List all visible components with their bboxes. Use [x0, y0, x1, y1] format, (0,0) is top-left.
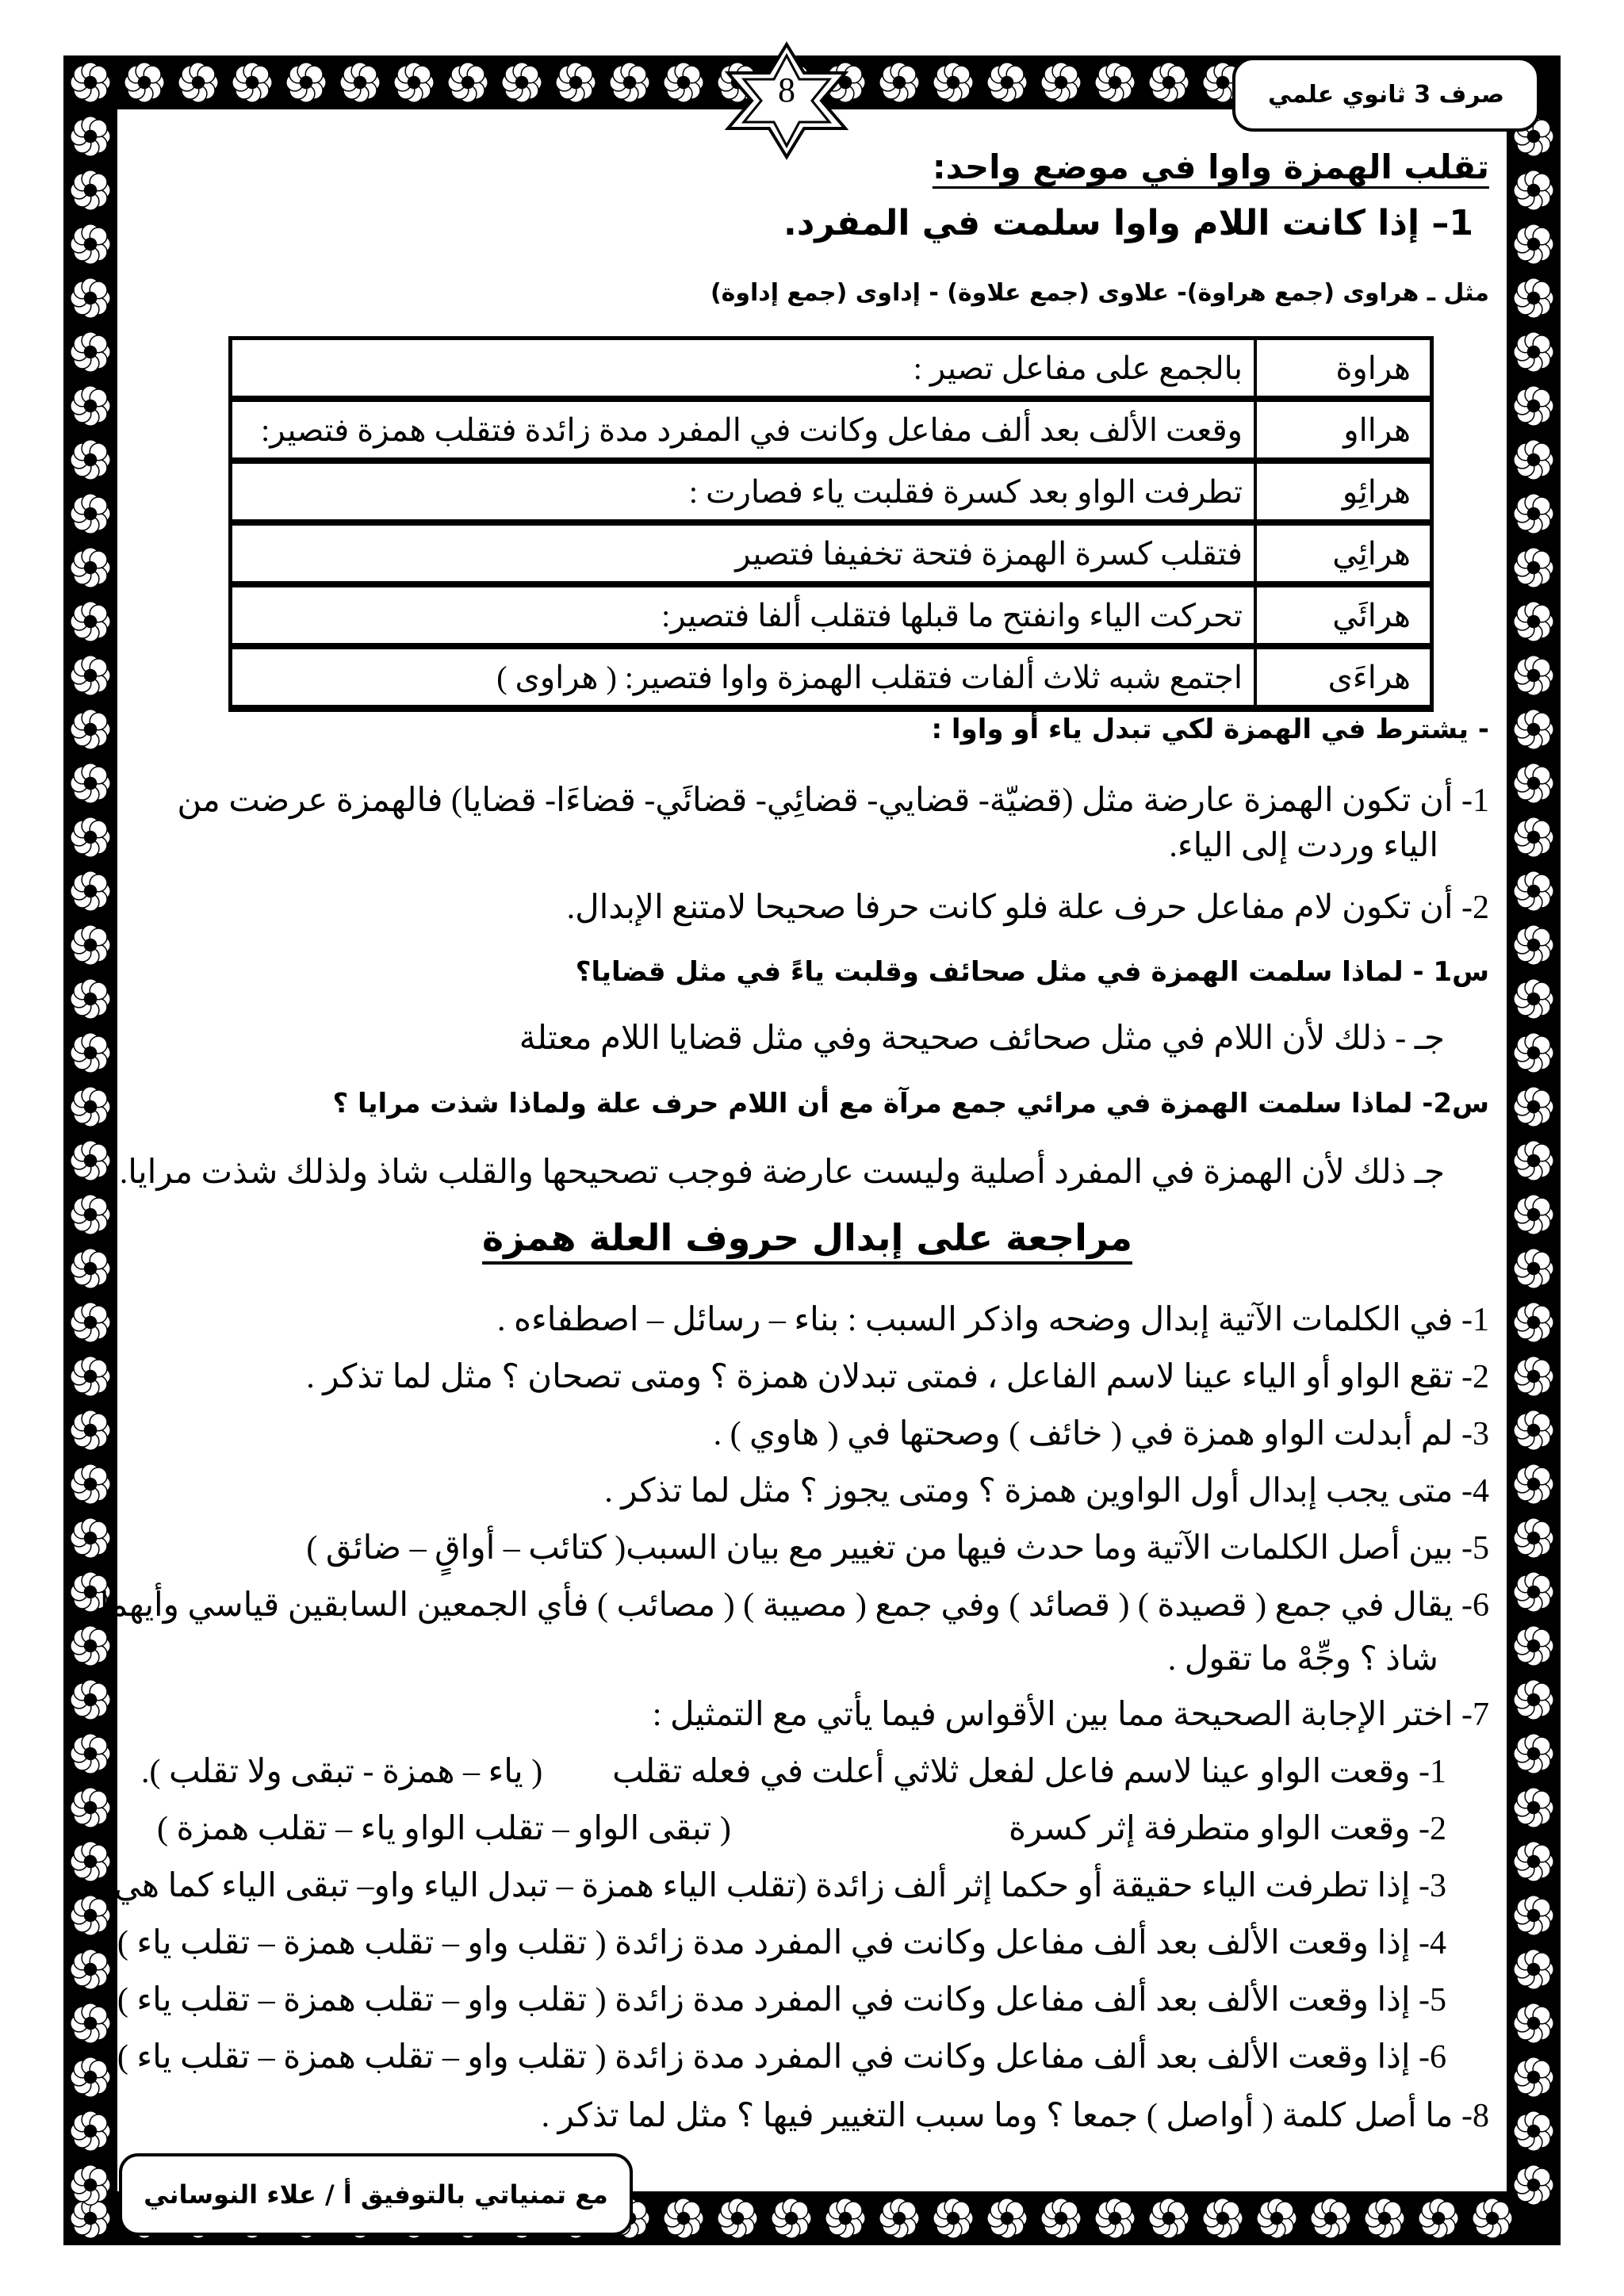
flower-ornament — [71, 440, 110, 480]
table-row — [231, 400, 1431, 462]
answer-1: جـ - ذلك لأن اللام في مثل صحائف صحيحة وفي مثل قضايا اللام معتلة — [519, 1020, 1445, 1057]
flower-ornament — [879, 2198, 919, 2238]
flower-ornament — [1514, 224, 1553, 264]
flower-ornament — [71, 1464, 110, 1504]
rule-1: 1– إذا كانت اللام واوا سلمت في المفرد. — [783, 203, 1473, 243]
flower-ornament — [1514, 1410, 1553, 1450]
condition-2: 2- أن تكون لام مفاعل حرف علة فلو كانت حرفا صحيحا لامتنع الإبدال. — [566, 890, 1489, 926]
flower-ornament — [1514, 2003, 1553, 2043]
question-2: س2- لماذا سلمت الهمزة في مرائي جمع مرآة مع أن اللام حرف علة ولماذا شذت مرايا ؟ — [332, 1088, 1489, 1119]
flower-ornament — [1149, 63, 1189, 102]
flower-ornament — [1419, 2198, 1458, 2238]
flower-ornament — [987, 63, 1027, 102]
flower-ornament — [1514, 386, 1553, 426]
choice-options: ( ياء – همزة - تبقى ولا تقلب ). — [141, 1754, 543, 1790]
flower-ornament — [933, 63, 973, 102]
flower-ornament — [71, 1680, 110, 1720]
review-item: 4- متى يجب إبدال أول الواوين همزة ؟ ومتى يجوز ؟ مثل لما تذكر . — [604, 1473, 1489, 1510]
table-word-cell: هرائِي — [1255, 524, 1431, 586]
review-title: مراجعة على إبدال حروف العلة همزة — [482, 1216, 1132, 1259]
table-desc-cell: بالجمع على مفاعل تصير : — [231, 339, 1255, 400]
flower-ornament — [556, 63, 596, 102]
flower-ornament — [1514, 1842, 1553, 1881]
flower-ornament — [124, 63, 164, 102]
flower-ornament — [1149, 2198, 1189, 2238]
flower-ornament — [71, 979, 110, 1019]
flower-ornament — [1365, 2198, 1404, 2238]
review-item: شاذ ؟ وجِّهْ ما تقول . — [1167, 1641, 1438, 1678]
flower-ornament — [1514, 332, 1553, 372]
flower-ornament — [1514, 710, 1553, 749]
flower-ornament — [71, 763, 110, 803]
table-row — [231, 586, 1431, 648]
flower-ornament — [71, 278, 110, 318]
flower-ornament — [1514, 1572, 1553, 1612]
flower-ornament — [1514, 2111, 1553, 2151]
flower-ornament — [71, 817, 110, 857]
flower-ornament — [71, 1518, 110, 1558]
flower-ornament — [71, 170, 110, 210]
flower-ornament — [71, 332, 110, 372]
flower-ornament — [340, 63, 380, 102]
page-number: 8 — [778, 71, 795, 109]
flower-ornament — [1514, 1464, 1553, 1504]
flower-ornament — [1514, 763, 1553, 803]
flower-ornament — [1257, 2198, 1297, 2238]
table-word-cell: هرائِو — [1255, 462, 1431, 524]
flower-ornament — [1514, 548, 1553, 587]
flower-ornament — [1514, 602, 1553, 641]
flower-ornament — [610, 63, 649, 102]
table-desc-cell: فتقلب كسرة الهمزة فتحة تخفيفا فتصير — [231, 524, 1255, 586]
flower-ornament — [71, 925, 110, 965]
flower-ornament — [71, 494, 110, 534]
flower-ornament — [987, 2198, 1027, 2238]
footer-signature: مع تمنياتي بالتوفيق أ / علاء النوساني — [119, 2153, 633, 2236]
review-item: 6- يقال في جمع ( قصيدة ) ( قصائد ) وفي جمع ( مصيبة ) ( مصائب ) فأي الجمعين السابقين قياسي وأيهما — [99, 1587, 1489, 1624]
flower-ornament — [71, 548, 110, 587]
flower-ornament — [71, 2165, 110, 2205]
flower-ornament — [1514, 979, 1553, 1019]
flower-ornament — [71, 710, 110, 749]
choice-question: 5- إذا وقعت الألف بعد ألف مفاعل وكانت في المفرد مدة زائدة ( تقلب واو – تقلب همزة – تقلب ياء ) — [117, 1982, 1446, 2019]
flower-ornament — [933, 2198, 973, 2238]
flower-ornament — [71, 1033, 110, 1073]
flower-ornament — [71, 602, 110, 641]
flower-ornament — [71, 1357, 110, 1396]
flower-ornament — [71, 871, 110, 911]
flower-ornament — [394, 63, 434, 102]
flower-ornament — [71, 1788, 110, 1827]
intro-title: تقلب الهمزة واوا في موضع واحد: — [932, 147, 1489, 186]
flower-ornament — [71, 1950, 110, 1989]
review-item: 7- اختر الإجابة الصحيحة مما بين الأقواس فيما يأتي مع التمثيل : — [652, 1697, 1489, 1733]
flower-ornament — [1514, 494, 1553, 534]
flower-ornament — [71, 2057, 110, 2097]
flower-ornament — [1514, 1303, 1553, 1342]
flower-ornament — [232, 63, 272, 102]
conditions-title: - يشترط في الهمزة لكي تبدل ياء أو واوا : — [931, 714, 1489, 745]
flower-ornament — [1514, 1734, 1553, 1774]
flower-ornament — [1041, 2198, 1081, 2238]
table-row — [231, 462, 1431, 524]
flower-ornament — [1514, 2165, 1553, 2205]
review-item: 2- تقع الواو أو الياء عينا لاسم الفاعل ، فمتى تبدلان همزة ؟ ومتى تصحان ؟ مثل لما تذكر . — [306, 1359, 1489, 1395]
flower-ornament — [718, 2198, 757, 2238]
flower-ornament — [71, 1734, 110, 1774]
choice-options: ( تبقى الواو – تقلب الواو ياء – تقلب همزة ) — [157, 1811, 731, 1847]
flower-ornament — [178, 63, 218, 102]
flower-ornament — [1514, 440, 1553, 480]
condition-1: 1- أن تكون الهمزة عارضة مثل (قضيّة- قضايي- قضائِي- قضائَي- قضاءَا- قضايا) فالهمزة عرضت من — [177, 783, 1489, 819]
flower-ornament — [286, 63, 326, 102]
table-word-cell: هرائَي — [1255, 586, 1431, 648]
flower-ornament — [71, 2003, 110, 2043]
flower-ornament — [71, 1195, 110, 1234]
flower-ornament — [1514, 871, 1553, 911]
flower-ornament — [71, 1626, 110, 1666]
table-word-cell: هرااو — [1255, 400, 1431, 462]
review-item: 8- ما أصل كلمة ( أواصل ) جمعا ؟ وما سبب التغيير فيها ؟ مثل لما تذكر . — [541, 2098, 1489, 2134]
flower-ornament — [772, 2198, 811, 2238]
flower-ornament — [664, 2198, 703, 2238]
table-row — [231, 648, 1431, 710]
table-desc-cell: تحركت الياء وانفتح ما قبلها فتقلب ألفا فتصير: — [231, 586, 1255, 648]
choice-question: 1- وقعت الواو عينا لاسم فاعل لفعل ثلاثي أعلت في فعله تقلب — [612, 1754, 1446, 1790]
table-row — [231, 524, 1431, 586]
flower-ornament — [71, 386, 110, 426]
flower-ornament — [502, 63, 542, 102]
flower-ornament — [1203, 2198, 1243, 2238]
flower-ornament — [71, 1249, 110, 1288]
flower-ornament — [1514, 1195, 1553, 1234]
choice-question: 3- إذا تطرفت الياء حقيقة أو حكما إثر ألف زائدة (تقلب الياء همزة – تبدل الياء واو– تبقى الياء كما هي) — [102, 1868, 1446, 1904]
table-desc-cell: اجتمع شبه ثلاث ألفات فتقلب الهمزة واوا فتصير: ( هراوى ) — [231, 648, 1255, 710]
flower-ornament — [1514, 1788, 1553, 1827]
flower-ornament — [71, 63, 110, 102]
flower-ornament — [1514, 1141, 1553, 1181]
flower-ornament — [71, 1303, 110, 1342]
question-1: س1 - لماذا سلمت الهمزة في مثل صحائف وقلبت ياءً في مثل قضايا؟ — [575, 956, 1489, 988]
table-row — [231, 339, 1431, 400]
table-desc-cell: وقعت الألف بعد ألف مفاعل وكانت في المفرد مدة زائدة فتقلب همزة فتصير: — [231, 400, 1255, 462]
flower-ornament — [1473, 2198, 1512, 2238]
table-desc-cell: تطرفت الواو بعد كسرة فقلبت ياء فصارت : — [231, 462, 1255, 524]
choice-question: 2- وقعت الواو متطرفة إثر كسرة — [1008, 1811, 1446, 1847]
flower-ornament — [71, 2111, 110, 2151]
flower-ornament — [1514, 1680, 1553, 1720]
flower-ornament — [1514, 656, 1553, 695]
flower-ornament — [1311, 2198, 1350, 2238]
choice-question: 6- إذا وقعت الألف بعد ألف مفاعل وكانت في المفرد مدة زائدة ( تقلب واو – تقلب همزة – تقلب ياء ) — [117, 2039, 1446, 2076]
example-line: مثل ـ هراوى (جمع هراوة)- علاوى (جمع علاوة) - إداوى (جمع إداوة) — [710, 279, 1489, 307]
review-item: 3- لم أبدلت الواو همزة في ( خائف ) وصحتها في ( هاوي ) . — [713, 1416, 1489, 1452]
flower-ornament — [1095, 63, 1135, 102]
flower-ornament — [879, 63, 919, 102]
flower-ornament — [1514, 1033, 1553, 1073]
flower-ornament — [71, 117, 110, 156]
flower-ornament — [1514, 1896, 1553, 1935]
flower-ornament — [1514, 925, 1553, 965]
flower-ornament — [1514, 170, 1553, 210]
review-item: 5- بين أصل الكلمات الآتية وما حدث فيها من تغيير مع بيان السبب( كتائب – أواقٍ – ضائق ) — [306, 1530, 1489, 1567]
flower-ornament — [1514, 1950, 1553, 1989]
flower-ornament — [1095, 2198, 1135, 2238]
flower-ornament — [1514, 817, 1553, 857]
flower-ornament — [1514, 1518, 1553, 1558]
flower-ornament — [1514, 2057, 1553, 2097]
condition-1-cont: الياء وردت إلى الياء. — [1169, 828, 1438, 864]
table-word-cell: هراءَى — [1255, 648, 1431, 710]
flower-ornament — [71, 1410, 110, 1450]
flower-ornament — [71, 1141, 110, 1181]
choice-question: 4- إذا وقعت الألف بعد ألف مفاعل وكانت في المفرد مدة زائدة ( تقلب واو – تقلب همزة – تقلب ياء ) — [117, 1925, 1446, 1961]
flower-ornament — [71, 224, 110, 264]
review-item: 1- في الكلمات الآتية إبدال وضحه واذكر السبب : بناء – رسائل – اصطفاءه . — [496, 1302, 1489, 1338]
answer-2: جـ ذلك لأن الهمزة في المفرد أصلية وليست عارضة فوجب تصحيحها والقلب شاذ ولذلك شذت مرايا. — [119, 1154, 1445, 1191]
flower-ornament — [1514, 1626, 1553, 1666]
flower-ornament — [1041, 63, 1081, 102]
flower-ornament — [664, 63, 703, 102]
flower-ornament — [1514, 278, 1553, 318]
flower-ornament — [71, 1087, 110, 1127]
flower-ornament — [448, 63, 488, 102]
flower-ornament — [825, 2198, 865, 2238]
derivation-table — [228, 336, 1434, 712]
flower-ornament — [1514, 1249, 1553, 1288]
flower-ornament — [1514, 1087, 1553, 1127]
table-word-cell: هراوة — [1255, 339, 1431, 400]
subject-label: صرف 3 ثانوي علمي — [1232, 57, 1540, 132]
flower-ornament — [1514, 1357, 1553, 1396]
flower-ornament — [71, 656, 110, 695]
